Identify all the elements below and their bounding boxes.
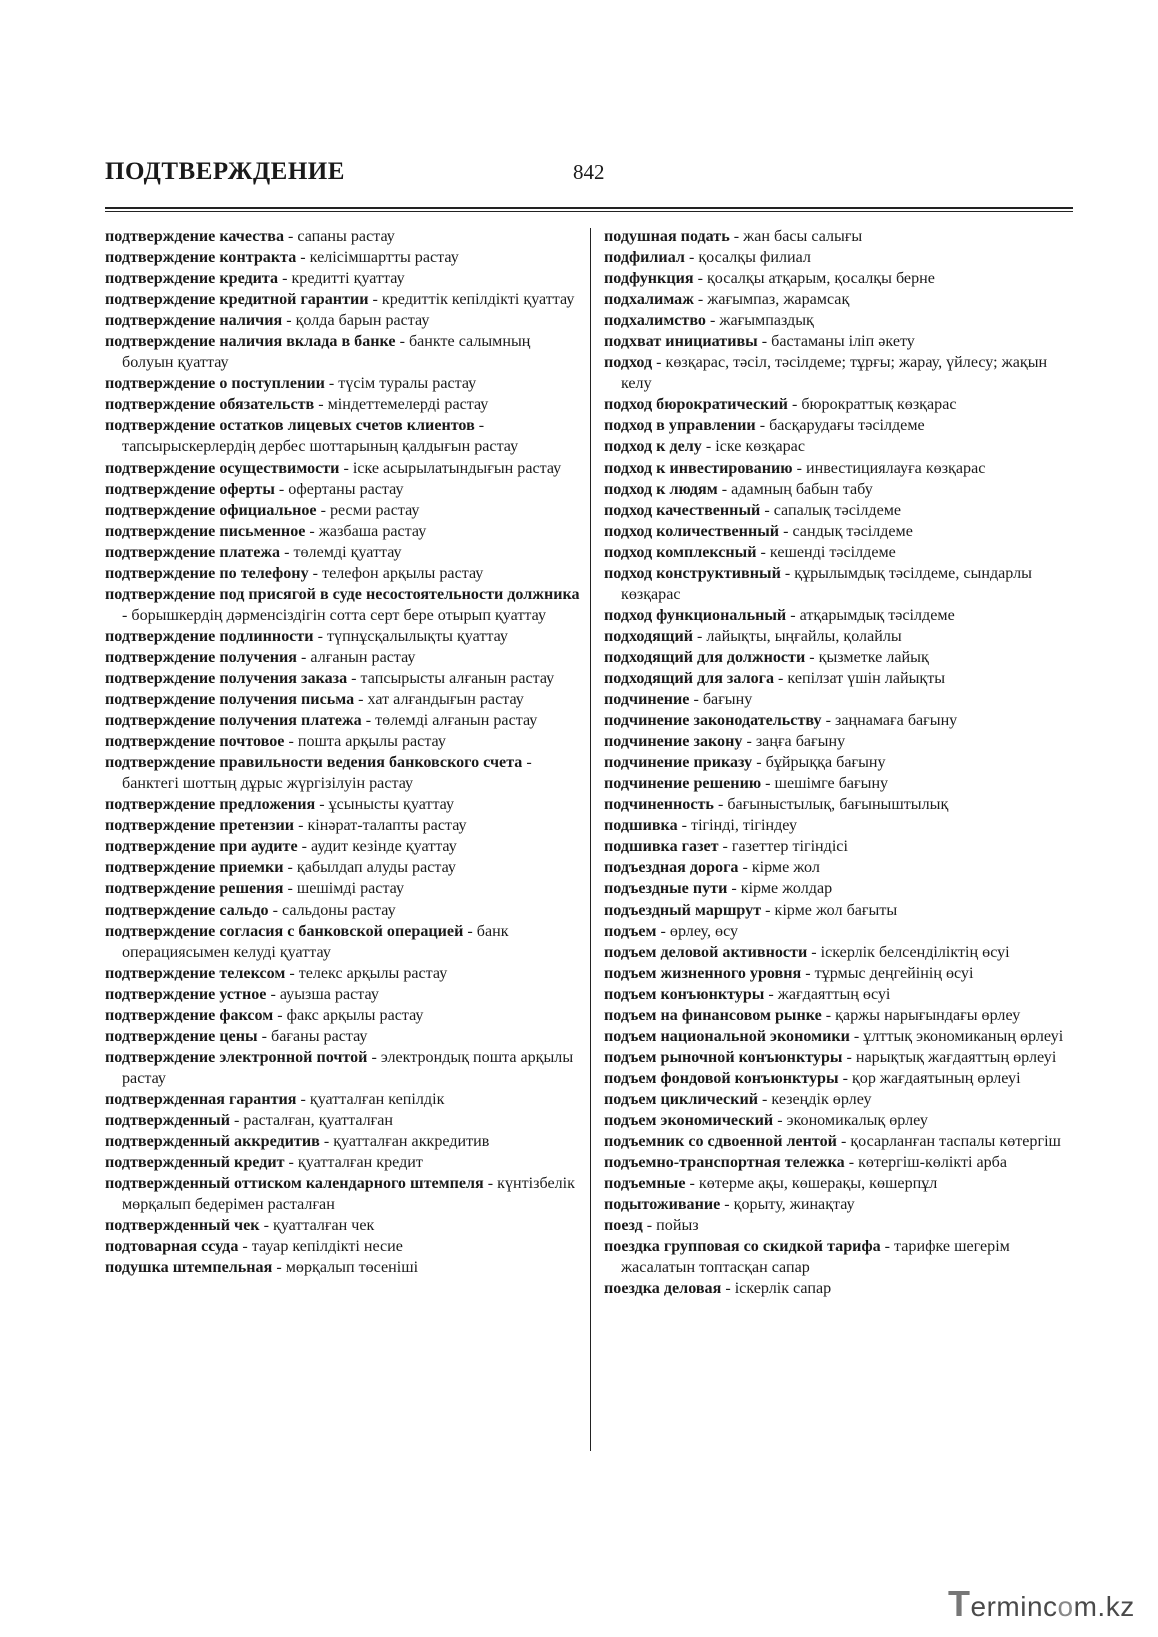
entry-definition: - пошта арқылы растау [284, 733, 446, 751]
entry-term: подходящий [604, 627, 693, 645]
dictionary-entry [604, 1005, 1072, 1026]
entry-term: подчиненность [604, 796, 714, 814]
entry-definition: - ұлттық экономиканың өрлеуі [849, 1027, 1064, 1045]
entry-definition: - құрылымдық тәсілдеме, сындарлы көзқарас [621, 564, 1032, 603]
entry-term: подфункция [604, 270, 694, 288]
entry-definition: - тапсырысты алғанын растау [347, 669, 555, 687]
entry-definition: - қабылдап алуды растау [283, 859, 456, 877]
dictionary-entry [105, 710, 583, 731]
dictionary-entry [105, 542, 583, 563]
entry-term: подчинение закону [604, 733, 743, 751]
entry-term: подъемные [604, 1175, 686, 1193]
entry-definition: - тұрмыс деңгейінің өсуі [801, 964, 974, 982]
dictionary-entry [604, 331, 1072, 352]
entry-definition: - міндеттемелерді растау [314, 396, 489, 414]
entry-definition: - келісімшартты растау [296, 249, 459, 267]
dictionary-entry [105, 331, 583, 373]
entry-term: подъем фондовой конъюнктуры [604, 1069, 839, 1087]
dictionary-entry [604, 794, 1072, 815]
entry-term: подход к инвестированию [604, 459, 793, 477]
entry-term: подчинение [604, 691, 690, 709]
entry-definition: - нарықтық жағдаяттың өрлеуі [842, 1048, 1057, 1066]
dictionary-entry [604, 605, 1072, 626]
entry-definition: - кепілзат үшін лайықты [774, 669, 946, 687]
dictionary-entry [105, 373, 583, 394]
entry-definition: - телефон арқылы растау [308, 564, 484, 582]
entry-term: подшивка газет [604, 838, 719, 856]
dictionary-entry [604, 1089, 1072, 1110]
entry-definition: - жазбаша растау [305, 522, 427, 540]
entry-definition: - сапаны растау [284, 228, 395, 245]
dictionary-entry [105, 1236, 583, 1257]
dictionary-entry [105, 584, 583, 626]
dictionary-entry [604, 647, 1072, 668]
dictionary-entry [604, 731, 1072, 752]
dictionary-entry [604, 1215, 1072, 1236]
column-divider [590, 228, 591, 1451]
entry-term: подтвержденный чек [105, 1217, 260, 1235]
entry-term: подход к людям [604, 480, 718, 498]
entry-definition: - жағымпаз, жарамсақ [693, 291, 850, 309]
dictionary-entry [105, 226, 583, 247]
entry-definition: - тарифке шегерім жасалатын топтасқан сапар [621, 1238, 1010, 1277]
entry-definition: - көтергіш-көлікті арба [844, 1154, 1008, 1172]
entry-definition: - іске асырылатындығын растау [339, 459, 562, 477]
entry-term: подтверждение качества [105, 228, 284, 245]
entry-term: подъем [604, 922, 657, 940]
dictionary-entry [105, 1110, 583, 1131]
entry-definition: - алғанын растау [297, 648, 416, 666]
dictionary-entry [105, 1047, 583, 1089]
header-rule [105, 207, 1073, 209]
entry-definition: - кірме жолдар [727, 880, 833, 898]
entry-definition: - кезеңдік өрлеу [758, 1090, 872, 1108]
entry-term: подчинение решению [604, 775, 762, 793]
dictionary-entry [105, 921, 583, 963]
dictionary-entry [105, 626, 583, 647]
entry-definition: - тігінді, тігіндеу [677, 817, 798, 835]
entry-definition: - төлемді алғанын растау [361, 712, 538, 730]
entry-term: подушная подать [604, 228, 730, 245]
entry-term: подтверждение кредита [105, 270, 279, 288]
entry-term: подтверждение получения платежа [105, 712, 362, 730]
entry-definition: - бағаны растау [257, 1027, 368, 1045]
entry-definition: - аудит кезінде қуаттау [297, 838, 457, 856]
entry-term: подход в управлении [604, 417, 756, 435]
dictionary-entry [604, 563, 1072, 605]
entry-term: подтверждение письменное [105, 522, 306, 540]
entry-term: подтверждение предложения [105, 796, 316, 814]
entry-term: подъем жизненного уровня [604, 964, 802, 982]
dictionary-entry [604, 878, 1072, 899]
entry-term: поезд [604, 1217, 643, 1235]
entry-term: подтвержденный кредит [105, 1154, 285, 1172]
dictionary-entry [604, 963, 1072, 984]
entry-definition: - офертаны растау [274, 480, 404, 498]
dictionary-entry [604, 289, 1072, 310]
entry-term: подтверждение о поступлении [105, 375, 325, 393]
dictionary-entry [604, 247, 1072, 268]
dictionary-entry [604, 1173, 1072, 1194]
entry-definition: - жағдаяттың өсуі [764, 985, 891, 1003]
entry-term: подъем на финансовом рынке [604, 1006, 822, 1024]
entry-definition: - көтерме ақы, көшерақы, көшерпұл [685, 1175, 938, 1193]
entry-term: подтверждение приемки [105, 859, 284, 877]
entry-term: подход качественный [604, 501, 761, 519]
dictionary-entry [105, 1215, 583, 1236]
entry-definition: - сапалық тәсілдеме [760, 501, 902, 519]
dictionary-entry [604, 1236, 1072, 1278]
entry-term: подтвержденный [105, 1111, 231, 1129]
dictionary-entry [105, 415, 583, 457]
entry-definition: - сандық тәсілдеме [779, 522, 913, 540]
entry-definition: - қолда барын растау [282, 312, 430, 330]
entry-term: подхалимство [604, 312, 706, 330]
entry-term: подъемник со сдвоенной лентой [604, 1133, 837, 1151]
entry-term: подчинение приказу [604, 754, 753, 772]
page-number: 842 [573, 160, 605, 184]
dictionary-entry [604, 689, 1072, 710]
dictionary-entry [604, 710, 1072, 731]
entry-term: подтверждение наличия [105, 312, 283, 330]
dictionary-entry [604, 773, 1072, 794]
entry-definition: - заңнамаға бағыну [821, 712, 958, 730]
dictionary-entry [604, 668, 1072, 689]
entry-term: подушка штемпельная [105, 1259, 273, 1277]
entry-definition: - бастаманы іліп әкету [757, 333, 915, 351]
entry-term: подхалимаж [604, 291, 694, 309]
entry-definition: - газеттер тігіндісі [718, 838, 848, 856]
entry-term: подъездный маршрут [604, 901, 762, 919]
dictionary-entry [604, 415, 1072, 436]
entry-term: подход [604, 354, 653, 372]
entry-definition: - ұсынысты қуаттау [315, 796, 455, 814]
entry-term: подъем циклический [604, 1090, 759, 1108]
entry-term: подтверждение сальдо [105, 901, 269, 919]
entry-definition: - кінәрат-талапты растау [294, 817, 467, 835]
dictionary-entry [604, 1047, 1072, 1068]
entry-term: подтверждение электронной почтой [105, 1048, 368, 1066]
dictionary-entry [105, 900, 583, 921]
entry-term: подтоварная ссуда [105, 1238, 239, 1256]
dictionary-entry [105, 289, 583, 310]
dictionary-entry [105, 563, 583, 584]
dictionary-entry [604, 752, 1072, 773]
entry-term: подчинение законодательству [604, 712, 822, 730]
dictionary-entry [105, 668, 583, 689]
dictionary-entry [604, 542, 1072, 563]
entry-definition: - түсім туралы растау [324, 375, 477, 393]
dictionary-entry [105, 984, 583, 1005]
entry-definition: - инвестициялауға көзқарас [792, 459, 986, 477]
dictionary-entry [105, 731, 583, 752]
entry-term: подтверждение официальное [105, 501, 317, 519]
dictionary-entry [604, 1068, 1072, 1089]
dictionary-entry [604, 1194, 1072, 1215]
dictionary-entry [105, 1131, 583, 1152]
entry-definition: - қосарланған таспалы көтергіш [836, 1133, 1061, 1151]
entry-definition: - қаржы нарығындағы өрлеу [821, 1006, 1021, 1024]
entry-definition: - сальдоны растау [268, 901, 396, 919]
entry-term: подытоживание [604, 1196, 721, 1214]
entry-term: подтвержденный оттиском календарного штемпеля [105, 1175, 484, 1193]
dictionary-entry [604, 1110, 1072, 1131]
entry-term: подтверждение при аудите [105, 838, 298, 856]
entry-definition: - іскерлік сапар [721, 1280, 832, 1298]
entry-term: подъездная дорога [604, 859, 739, 877]
dictionary-entry [105, 689, 583, 710]
entry-definition: - бұйрыққа бағыну [752, 754, 886, 772]
entry-definition: - кешенді тәсілдеме [756, 543, 896, 561]
dictionary-entry [105, 310, 583, 331]
dictionary-entry [604, 436, 1072, 457]
entry-term: подтверждение обязательств [105, 396, 315, 414]
entry-term: подход функциональный [604, 606, 787, 624]
dictionary-entry [105, 1089, 583, 1110]
entry-definition: - жағымпаздық [705, 312, 814, 330]
dictionary-entry [604, 857, 1072, 878]
dictionary-entry [105, 500, 583, 521]
entry-definition: - қор жағдаятының өрлеуі [838, 1069, 1021, 1087]
dictionary-entry [105, 836, 583, 857]
entry-term: поездка деловая [604, 1280, 722, 1298]
dictionary-entry [105, 1152, 583, 1173]
dictionary-entry [105, 878, 583, 899]
entry-term: подход к делу [604, 438, 702, 456]
entry-term: подход конструктивный [604, 564, 781, 582]
dictionary-entry [105, 815, 583, 836]
dictionary-entry [105, 458, 583, 479]
entry-term: подшивка [604, 817, 678, 835]
entry-term: подтверждение согласия с банковской операцией [105, 922, 464, 940]
entry-term: подтверждение почтовое [105, 733, 285, 751]
dictionary-entry [604, 815, 1072, 836]
entry-term: подтвержденная гарантия [105, 1090, 297, 1108]
entry-definition: - іске көзқарас [701, 438, 805, 456]
dictionary-entry [105, 1005, 583, 1026]
entry-definition: - іскерлік белсенділіктің өсуі [807, 943, 1010, 961]
entry-definition: - тауар кепілдікті несие [238, 1238, 403, 1256]
dictionary-entry [604, 521, 1072, 542]
dictionary-entry [105, 1026, 583, 1047]
right-column [604, 226, 1072, 1299]
dictionary-entry [604, 1278, 1072, 1299]
entry-definition: - пойыз [642, 1217, 699, 1235]
entry-term: подтверждение решения [105, 880, 284, 898]
entry-definition: - шешімге бағыну [761, 775, 889, 793]
entry-term: подтвержденный аккредитив [105, 1133, 320, 1151]
entry-term: подтверждение цены [105, 1027, 258, 1045]
entry-term: подтверждение факсом [105, 1006, 274, 1024]
dictionary-entry [105, 752, 583, 794]
dictionary-entry [105, 268, 583, 289]
dictionary-entry [105, 857, 583, 878]
entry-definition: - көзқарас, тәсіл, тәсілдеме; тұрғы; жарау, үйлесу; жақын келу [621, 354, 1048, 393]
entry-definition: - күнтізбелік мөрқалып бедерімен расталған [122, 1175, 575, 1214]
entry-term: подтверждение платежа [105, 543, 281, 561]
entry-definition: - қуатталған аккредитив [319, 1133, 490, 1151]
entry-term: подтверждение правильности ведения банковского счета [105, 754, 523, 772]
dictionary-entry [604, 268, 1072, 289]
entry-term: подход количественный [604, 522, 780, 540]
entry-definition: - факс арқылы растау [273, 1006, 424, 1024]
entry-term: подтверждение осуществимости [105, 459, 340, 477]
entry-definition: - қуатталған кепілдік [296, 1090, 445, 1108]
entry-definition: - банк операциясымен келуді қуаттау [122, 922, 509, 961]
dictionary-entry [604, 900, 1072, 921]
entry-term: подход комплексный [604, 543, 757, 561]
entry-definition: - банкте салымның болуын қуаттау [122, 333, 531, 372]
dictionary-entry [604, 479, 1072, 500]
entry-definition: - кірме жол бағыты [761, 901, 898, 919]
entry-definition: - мөрқалып төсеніші [272, 1259, 419, 1277]
entry-term: подъемно-транспортная тележка [604, 1154, 845, 1172]
dictionary-entry [604, 836, 1072, 857]
dictionary-entry [604, 626, 1072, 647]
left-column [105, 226, 583, 1278]
dictionary-entry [604, 310, 1072, 331]
entry-definition: - жан басы салығы [729, 228, 863, 245]
entry-definition: - қуатталған чек [259, 1217, 375, 1235]
dictionary-entry [105, 1173, 583, 1215]
entry-term: подтверждение получения [105, 648, 298, 666]
entry-term: подтверждение получения заказа [105, 669, 348, 687]
entry-definition: - бюрократтық көзқарас [787, 396, 957, 414]
dictionary-entry [105, 394, 583, 415]
entry-definition: - бағыныстылық, бағыныштылық [713, 796, 949, 814]
dictionary-entry [604, 942, 1072, 963]
entry-term: подъездные пути [604, 880, 728, 898]
entry-definition: - қосалқы атқарым, қосалқы берне [693, 270, 935, 288]
entry-definition: - түпнұсқалылықты қуаттау [313, 627, 508, 645]
entry-term: подтверждение остатков лицевых счетов клиентов [105, 417, 475, 435]
dictionary-entry [604, 226, 1072, 247]
termincom-watermark-logo: Termincom.kz [948, 1583, 1135, 1624]
entry-term: подходящий для залога [604, 669, 775, 687]
entry-definition: - шешімді растау [283, 880, 405, 898]
entry-definition: - бағыну [689, 691, 753, 709]
entry-definition: - атқарымдық тәсілдеме [786, 606, 955, 624]
entry-term: подтверждение наличия вклада в банке [105, 333, 396, 351]
entry-term: подтверждение телексом [105, 964, 286, 982]
page-title: ПОДТВЕРЖДЕНИЕ [105, 158, 345, 185]
entry-definition: - лайықты, ыңғайлы, қолайлы [693, 627, 902, 645]
entry-definition: - экономикалық өрлеу [773, 1111, 928, 1129]
entry-term: подтверждение под присягой в суде несостоятельности должника [105, 585, 580, 603]
entry-definition: - қызметке лайық [805, 648, 929, 666]
entry-definition: - борышкердің дәрменсіздігін сотта серт бере отырып қуаттау [122, 606, 546, 624]
entry-term: поездка групповая со скидкой тарифа [604, 1238, 881, 1256]
entry-definition: - қорыту, жинақтау [720, 1196, 855, 1214]
entry-definition: - төлемді қуаттау [280, 543, 402, 561]
dictionary-entry [105, 647, 583, 668]
entry-definition: - кірме жол [738, 859, 820, 877]
dictionary-entry [604, 352, 1072, 394]
entry-term: подъем деловой активности [604, 943, 808, 961]
entry-definition: - қуатталған кредит [284, 1154, 423, 1172]
dictionary-entry [604, 394, 1072, 415]
entry-definition: - кредитті қуаттау [278, 270, 405, 288]
dictionary-entry [604, 921, 1072, 942]
entry-definition: - адамның бабын табу [717, 480, 873, 498]
entry-term: подъем конъюнктуры [604, 985, 765, 1003]
entry-term: подтверждение получения письма [105, 691, 355, 709]
dictionary-entry [105, 247, 583, 268]
entry-definition: - расталған, қуатталған [230, 1111, 394, 1129]
entry-definition: - қосалқы филиал [684, 249, 811, 267]
dictionary-entry [604, 1131, 1072, 1152]
dictionary-entry [105, 521, 583, 542]
entry-term: подъем экономический [604, 1111, 774, 1129]
dictionary-entry [105, 794, 583, 815]
entry-term: подхват инициативы [604, 333, 758, 351]
entry-definition: - ауызша растау [266, 985, 379, 1003]
entry-term: подходящий для должности [604, 648, 806, 666]
entry-definition: - телекс арқылы растау [285, 964, 448, 982]
entry-term: подтверждение устное [105, 985, 267, 1003]
entry-term: подъем национальной экономики [604, 1027, 850, 1045]
header-rule-thin [105, 211, 1073, 212]
entry-definition: - хат алғандығын растау [354, 691, 524, 709]
entry-definition: - өрлеу, өсу [656, 922, 739, 940]
entry-term: подтверждение оферты [105, 480, 275, 498]
dictionary-entry [604, 1026, 1072, 1047]
dictionary-entry [105, 963, 583, 984]
dictionary-entry [604, 500, 1072, 521]
entry-term: подтверждение по телефону [105, 564, 309, 582]
entry-definition: - ресми растау [316, 501, 420, 519]
entry-definition: - тапсырыскерлердің дербес шоттарының қалдығын растау [122, 417, 519, 456]
dictionary-entry [604, 458, 1072, 479]
entry-term: подтверждение претензии [105, 817, 295, 835]
dictionary-entry [105, 1257, 583, 1278]
dictionary-entry [105, 479, 583, 500]
dictionary-entry [604, 1152, 1072, 1173]
entry-definition: - электрондық пошта арқылы растау [122, 1048, 574, 1087]
entry-definition: - банктегі шоттың дұрыс жүргізілуін растау [122, 754, 532, 793]
entry-term: подъем рыночной конъюнктуры [604, 1048, 843, 1066]
entry-definition: - басқарудағы тәсілдеме [755, 417, 925, 435]
entry-term: подфилиал [604, 249, 685, 267]
entry-term: подтверждение кредитной гарантии [105, 291, 369, 309]
entry-definition: - заңға бағыну [742, 733, 846, 751]
entry-term: подтверждение подлинности [105, 627, 314, 645]
entry-term: подтверждение контракта [105, 249, 297, 267]
entry-definition: - кредиттік кепілдікті қуаттау [368, 291, 575, 309]
dictionary-entry [604, 984, 1072, 1005]
entry-term: подход бюрократический [604, 396, 788, 414]
